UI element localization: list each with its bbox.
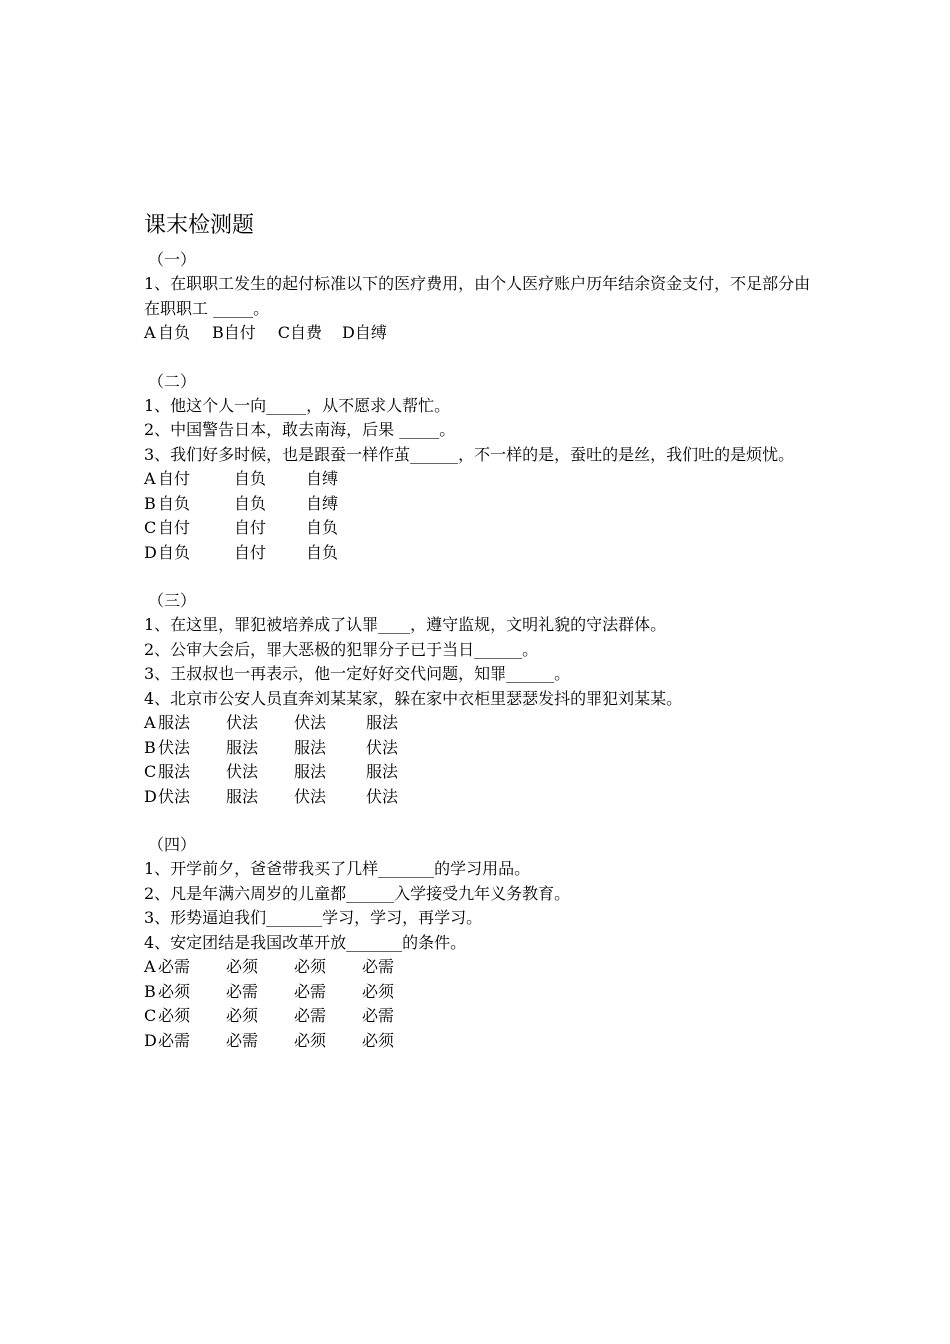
- option-choice: 伏法: [226, 762, 259, 781]
- page-title: 课末检测题: [144, 213, 255, 238]
- option-choice: 必须: [362, 981, 395, 1001]
- answer-option: [144, 1029, 824, 1054]
- question-text: 1、在这里，罪犯被培养成了认罪____，遵守监规，文明礼貌的守法群体。: [144, 615, 667, 634]
- section-4: [144, 833, 824, 1053]
- option-choice: 服法: [226, 737, 259, 757]
- option-choice: 伏法: [366, 737, 399, 757]
- section-2: [144, 370, 824, 566]
- option-choice: 自负: [158, 542, 191, 562]
- option-choice: 必需: [294, 1006, 327, 1025]
- option-choice: 服法: [366, 762, 399, 781]
- option-choice: B自付: [212, 323, 256, 342]
- option-letter: C: [144, 1006, 157, 1025]
- option-choice: 自负: [234, 469, 267, 488]
- answer-option: [144, 736, 824, 761]
- option-choice: 伏法: [226, 713, 259, 732]
- section-label: （二）: [148, 371, 197, 391]
- option-letter: B: [144, 493, 156, 513]
- answer-option: [144, 760, 824, 785]
- option-choice: 自缚: [306, 493, 339, 513]
- answer-option: [144, 467, 824, 492]
- option-letter: A: [144, 469, 156, 488]
- option-letter: D: [144, 542, 157, 562]
- question-text: 2、公审大会后，罪大恶极的犯罪分子已于当日______。: [144, 639, 539, 659]
- option-choice: 伏法: [366, 786, 399, 806]
- question-text: 2、中国警告日本，敢去南海，后果 _____。: [144, 420, 456, 439]
- option-choice: 必需: [362, 1006, 395, 1025]
- option-choice: 必须: [226, 957, 259, 976]
- answer-option: [144, 516, 824, 541]
- option-choice: 自付: [158, 469, 191, 488]
- answer-option: [144, 492, 824, 517]
- option-letter: A: [144, 323, 156, 342]
- option-choice: 服法: [158, 762, 191, 781]
- option-choice: 伏法: [158, 786, 191, 806]
- question-text: 2、凡是年满六周岁的儿童都______入学接受九年义务教育。: [144, 883, 571, 903]
- option-choice: 服法: [294, 762, 327, 781]
- question-text: 3、形势逼迫我们_______学习，学习，再学习。: [144, 908, 483, 927]
- answer-option: [144, 541, 824, 566]
- option-choice: 服法: [366, 713, 399, 732]
- option-choice: 伏法: [294, 713, 327, 732]
- option-choice: 自负: [234, 493, 267, 513]
- section-3: [144, 589, 824, 809]
- answer-option: [144, 711, 824, 736]
- option-choice: 必需: [158, 1030, 191, 1050]
- option-choice: 必需: [226, 981, 259, 1001]
- option-choice: 必需: [362, 957, 395, 976]
- question-text: 4、安定团结是我国改革开放_______的条件。: [144, 932, 467, 952]
- option-choice: 必须: [158, 1006, 191, 1025]
- answer-option: [144, 980, 824, 1005]
- option-choice: D自缚: [342, 323, 387, 342]
- answer-option: [144, 955, 824, 980]
- option-letter: A: [144, 713, 156, 732]
- option-letter: C: [144, 762, 157, 781]
- option-choice: 必需: [158, 957, 191, 976]
- option-choice: 自付: [234, 542, 267, 562]
- option-choice: 自负: [306, 518, 339, 537]
- option-choice: 服法: [226, 786, 259, 806]
- document-page: [144, 210, 824, 1077]
- option-choice: 伏法: [294, 786, 327, 806]
- section-label: （三）: [148, 591, 197, 610]
- answer-option: [144, 785, 824, 810]
- option-choice: 必须: [158, 981, 191, 1001]
- question-text: 1、他这个人一向_____，从不愿求人帮忙。: [144, 395, 451, 415]
- option-letter: D: [144, 786, 157, 806]
- question-text: 3、我们好多时候，也是跟蚕一样作茧______，不一样的是，蚕吐的是丝，我们吐的是烦忧。: [144, 444, 795, 464]
- section-1: [144, 248, 824, 346]
- question-text: 1、在职职工发生的起付标准以下的医疗费用，由个人医疗账户历年结余资金支付，不足部分由在职职工 _____。: [144, 274, 811, 318]
- option-choice: 必需: [294, 981, 327, 1001]
- option-choice: 必须: [226, 1006, 259, 1025]
- option-letter: B: [144, 981, 156, 1001]
- option-choice: 伏法: [158, 737, 191, 757]
- option-choice: C自费: [277, 323, 323, 342]
- question-sections: [144, 248, 824, 1053]
- option-choice: 自负: [158, 323, 191, 342]
- option-choice: 服法: [158, 713, 191, 732]
- answer-option: [144, 1004, 824, 1029]
- option-choice: 必须: [294, 1030, 327, 1050]
- section-label: （四）: [148, 835, 197, 854]
- option-choice: 必须: [362, 1030, 395, 1050]
- option-choice: 必须: [294, 957, 327, 976]
- option-choice: 自付: [158, 518, 191, 537]
- question-text: 1、开学前夕，爸爸带我买了几样_______的学习用品。: [144, 859, 531, 878]
- option-choice: 服法: [294, 737, 327, 757]
- option-choice: 必需: [226, 1030, 259, 1050]
- section-label: （一）: [148, 250, 197, 269]
- option-letter: D: [144, 1030, 157, 1050]
- option-letter: A: [144, 957, 156, 976]
- answer-option: [144, 321, 824, 346]
- question-text: 4、北京市公安人员直奔刘某某家，躲在家中衣柜里瑟瑟发抖的罪犯刘某某。: [144, 688, 683, 708]
- option-choice: 自负: [158, 493, 191, 513]
- option-choice: 自付: [234, 518, 267, 537]
- option-letter: B: [144, 737, 156, 757]
- question-text: 3、王叔叔也一再表示，他一定好好交代问题，知罪______。: [144, 664, 571, 683]
- option-choice: 自缚: [306, 469, 339, 488]
- option-choice: 自负: [306, 542, 339, 562]
- option-letter: C: [144, 518, 157, 537]
